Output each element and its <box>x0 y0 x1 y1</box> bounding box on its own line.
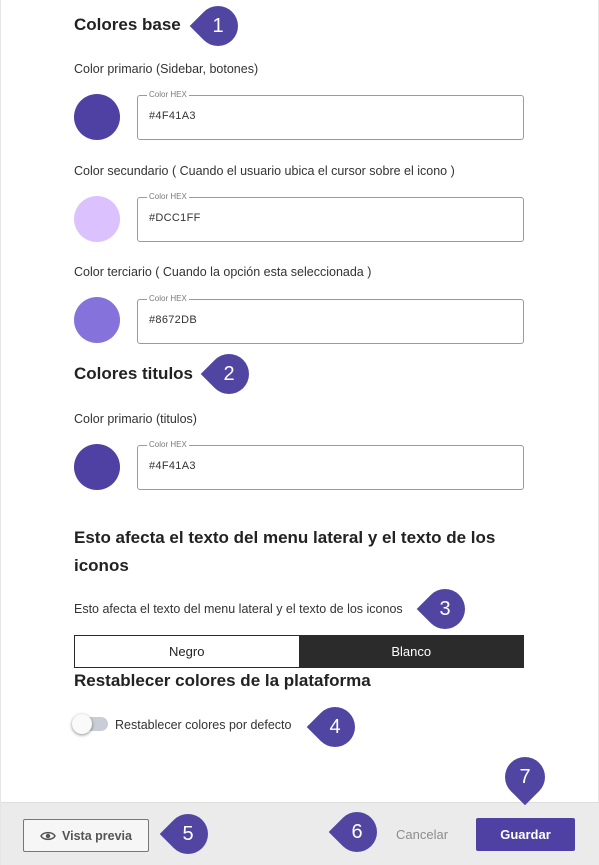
eye-icon <box>40 830 56 842</box>
option-blanco-button[interactable]: Blanco <box>300 636 524 667</box>
save-button[interactable]: Guardar <box>476 818 575 851</box>
preview-button[interactable] <box>23 819 149 852</box>
footer-bar <box>1 802 599 865</box>
primary-color-swatch[interactable] <box>74 94 120 140</box>
section-title-base: Colores base <box>74 15 181 34</box>
annotation-marker-3: 3 <box>417 581 474 638</box>
hex-field-value: #4F41A3 <box>149 110 196 122</box>
section-title-reset: Restablecer colores de la plataforma <box>74 671 371 690</box>
section-title-titles: Colores titulos <box>74 364 194 383</box>
annotation-marker-7: 7 <box>497 749 554 806</box>
secondary-color-hex-input[interactable] <box>137 192 524 242</box>
annotation-marker-2: 2 <box>201 346 258 403</box>
switch-knob <box>72 714 92 734</box>
annotation-marker-6: 6 <box>329 804 386 861</box>
hex-field-legend: Color HEX <box>149 294 187 303</box>
hex-field-value: #4F41A3 <box>149 460 196 472</box>
title-color-hex-input[interactable] <box>137 440 524 490</box>
hex-field-value: #8672DB <box>149 314 197 326</box>
annotation-marker-4: 4 <box>307 699 364 756</box>
cancel-button[interactable]: Cancelar <box>396 827 449 842</box>
title-color-label: Color primario (titulos) <box>74 412 197 426</box>
hex-field-legend: Color HEX <box>149 90 187 99</box>
preview-button-label: Vista previa <box>62 828 132 843</box>
title-color-swatch[interactable] <box>74 444 120 490</box>
primary-color-label: Color primario (Sidebar, botones) <box>74 62 259 76</box>
hex-field-legend: Color HEX <box>149 192 187 201</box>
annotation-marker-5: 5 <box>160 806 217 863</box>
reset-colors-switch[interactable] <box>74 717 108 731</box>
text-color-description: Esto afecta el texto del menu lateral y el texto de los iconos <box>74 602 403 616</box>
hex-field-legend: Color HEX <box>149 440 187 449</box>
tertiary-color-swatch[interactable] <box>74 297 120 343</box>
reset-colors-label: Restablecer colores por defecto <box>115 718 292 732</box>
tertiary-color-hex-input[interactable] <box>137 294 524 344</box>
option-negro-button[interactable]: Negro <box>75 636 300 667</box>
secondary-color-swatch[interactable] <box>74 196 120 242</box>
tertiary-color-label: Color terciario ( Cuando la opción esta seleccionada ) <box>74 265 372 279</box>
annotation-marker-1: 1 <box>190 0 247 54</box>
secondary-color-label: Color secundario ( Cuando el usuario ubica el cursor sobre el icono ) <box>74 164 455 178</box>
section-title-text-color: Esto afecta el texto del menu lateral y el texto de los iconos <box>74 528 496 575</box>
text-color-toggle <box>74 635 524 668</box>
primary-color-hex-input[interactable] <box>137 90 524 140</box>
hex-field-value: #DCC1FF <box>149 212 201 224</box>
